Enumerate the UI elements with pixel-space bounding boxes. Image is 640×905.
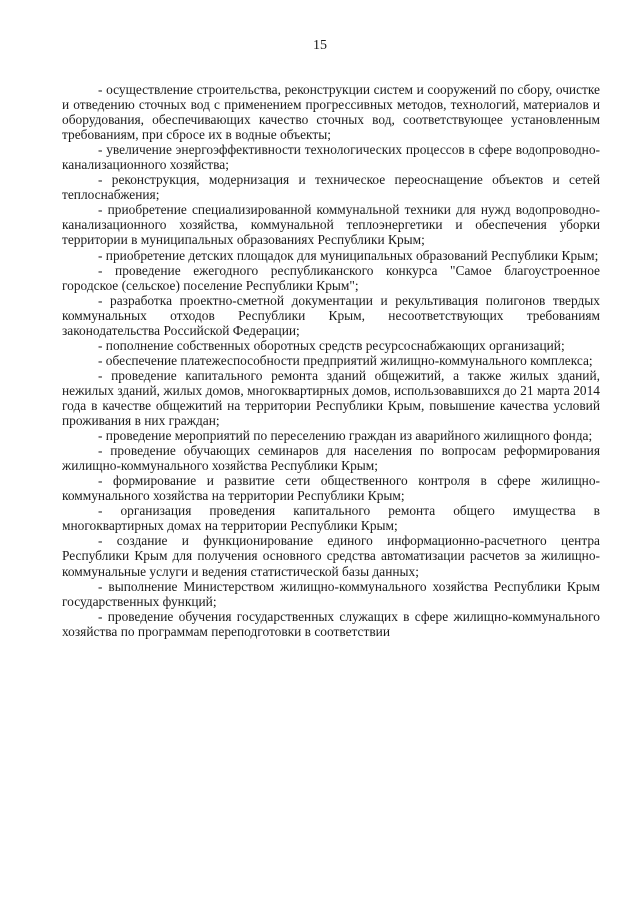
list-item: - проведение мероприятий по переселению граждан из аварийного жилищного фонда; [98,428,593,444]
list-item: - осуществление строительства, реконструкции систем и сооружений по сбору, очистке и отведению сточных вод с применением прогрессивных методов, технологий, материалов и оборудования, обеспечивающих качество сточных вод, соответствующее установленным требованиям, при сбросе их в водные объекты; [62,82,600,143]
list-item: - выполнение Министерством жилищно-коммунального хозяйства Республики Крым государственных функций; [62,578,600,609]
list-item: - проведение капитального ремонта зданий общежитий, а также жилых зданий, нежилых зданий, жилых домов, многоквартирных домов, использовавшихся до 21 марта 2014 года в качестве общежитий на территории Республики Крым, повышение качества условий проживания в них граждан; [62,367,600,429]
list-item: - пополнение собственных оборотных средств ресурсоснабжающих организаций; [98,337,565,353]
list-item: - разработка проектно-сметной документации и рекультивация полигонов твердых коммунальных отходов Республики Крым, несоответствующих требованиям законодательства Российской Федерации; [62,292,600,338]
list-item: - формирование и развитие сети общественного контроля в сфере жилищно-коммунального хозяйства на территории Республики Крым; [62,473,600,504]
list-item: - увеличение энергоэффективности технологических процессов в сфере водопроводно-канализационного хозяйства; [62,142,600,173]
list-item: - проведение обучающих семинаров для населения по вопросам реформирования жилищно-коммунального хозяйства Республики Крым; [62,443,600,474]
list-item: - реконструкция, модернизация и техническое переоснащение объектов и сетей теплоснабжения; [62,172,600,203]
list-item: - обеспечение платежеспособности предприятий жилищно-коммунального комплекса; [98,352,593,368]
list-item: - приобретение специализированной коммунальной техники для нужд водопроводно-канализационного хозяйства, коммунальной теплоэнергетики и обеспечения уборки территории в муниципальных образованиях Республики Крым; [62,202,600,248]
page-number: 15 [313,38,327,53]
list-item: - приобретение детских площадок для муниципальных образований Республики Крым; [98,247,599,263]
list-item: - проведение ежегодного республиканского конкурса "Самое благоустроенное городское (сельское) поселение Республики Крым"; [62,262,600,293]
list-item: - проведение обучения государственных служащих в сфере жилищно-коммунального хозяйства по программам переподготовки в соответствии [62,608,600,639]
body-text [62,82,600,639]
list-item: - создание и функционирование единого информационно-расчетного центра Республики Крым для получения основного средства автоматизации расчетов за жилищно-коммунальные услуги и ведения статистической базы данных; [62,533,600,579]
list-item: - организация проведения капитального ремонта общего имущества в многоквартирных домах на территории Республики Крым; [62,503,600,534]
